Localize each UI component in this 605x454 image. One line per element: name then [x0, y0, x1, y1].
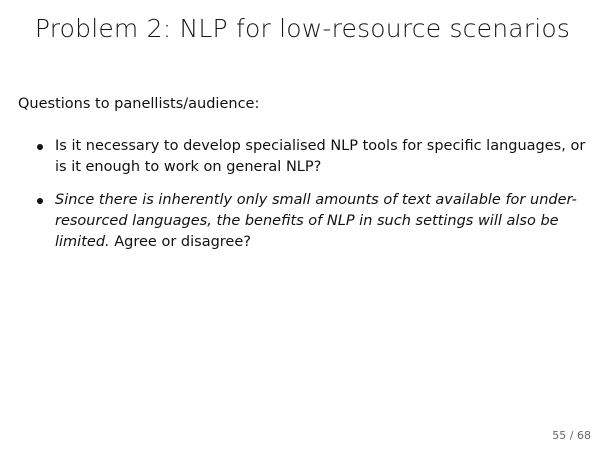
bullet-item-1 [35, 136, 595, 178]
slide-title: Problem 2: NLP for low-resource scenarios [34, 14, 571, 43]
bullet-italic-text-2: Since there is inherently only small amounts of text available for under-resourced languages, the benefits of NLP in such settings will also be limited. [55, 192, 577, 250]
bullet-text-1: Is it necessary to develop specialised NLP tools for specific languages, or is it enough to work on general NLP? [55, 138, 586, 175]
bullet-point-icon [37, 198, 43, 204]
page-number: 55 / 68 [552, 429, 591, 442]
intro-text: Questions to panellists/audience: [18, 96, 260, 112]
bullet-point-icon [37, 144, 43, 150]
bullet-item-2 [35, 190, 595, 253]
bullet-normal-text-2: Agree or disagree? [109, 234, 251, 250]
bullet-list [35, 136, 595, 265]
